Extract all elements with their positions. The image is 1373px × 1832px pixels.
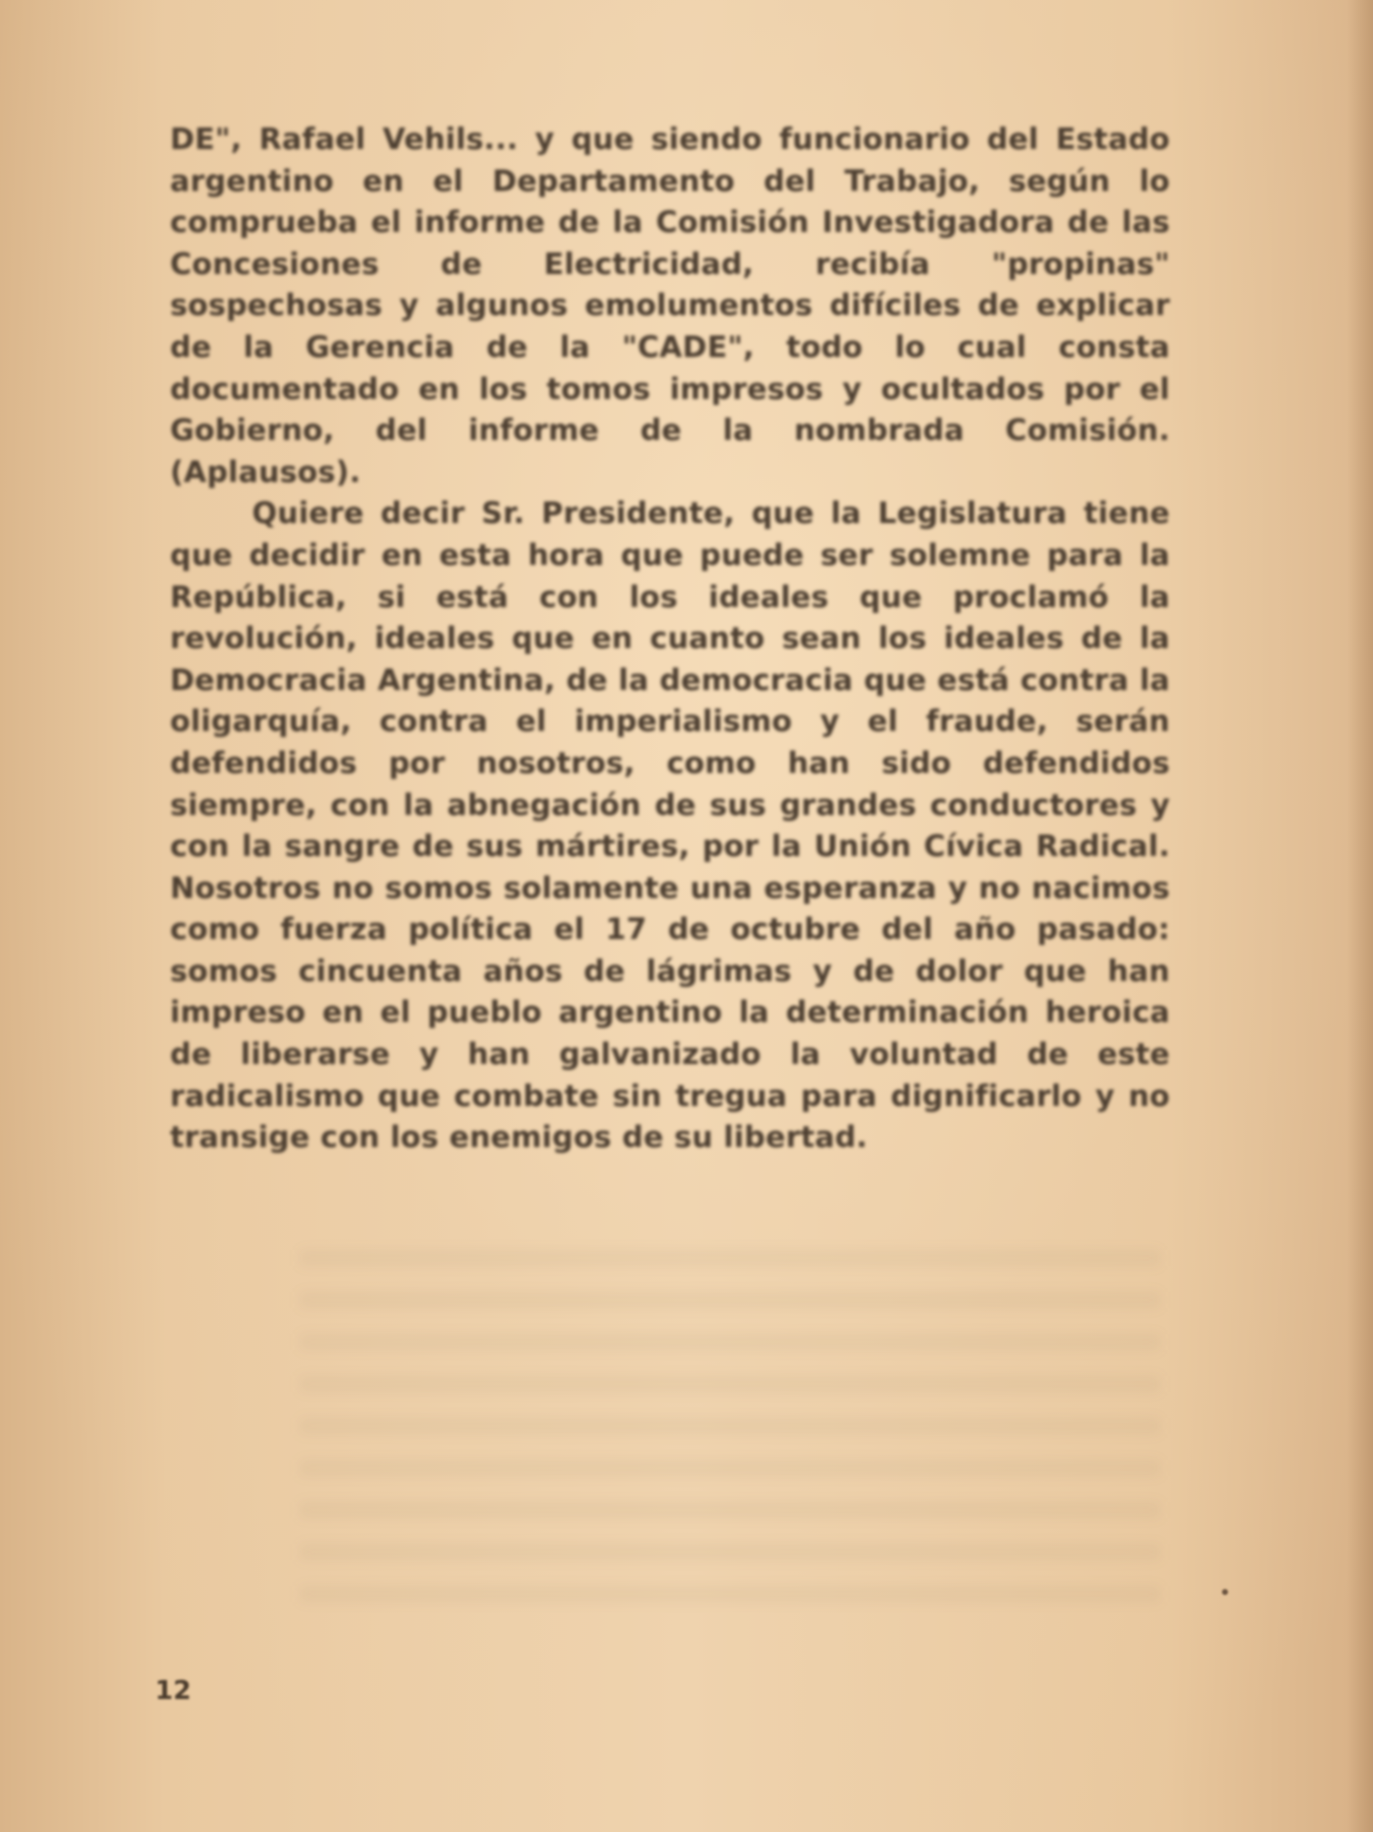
show-through-text [300, 1250, 1160, 1610]
paper-speck [1222, 1589, 1228, 1595]
body-text [170, 119, 1170, 1159]
page-number: 12 [155, 1676, 192, 1706]
paragraph-1: DE", Rafael Vehils... y que siendo funcionario del Estado argentino en el Departamento del Trabajo, según lo comprueba el informe de la Comisión Investigadora de las Concesiones de Electricidad, recibía "propinas" sospechosas y algunos emolumentos difíciles de explicar de la Gerencia de la "CADE", todo lo cual consta documentado en los tomos impresos y ocultados por el Gobierno, del informe de la nombrada Comisión. (Aplausos). [170, 122, 1170, 489]
paragraph-2: Quiere decir Sr. Presidente, que la Legislatura tiene que decidir en esta hora que puede ser solemne para la República, si está con los ideales que proclamó la revolución, ideales que en cuanto sean los ideales de la Democracia Argentina, de la democracia que está contra la oligarquía, contra el imperialismo y el fraude, serán defendidos por nosotros, como han sido defendidos siempre, con la abnegación de sus grandes conductores y con la sangre de sus mártires, por la Unión Cívica Radical. Nosotros no somos solamente una esperanza y no nacimos como fuerza política el 17 de octubre del año pasado: somos cincuenta años de lágrimas y de dolor que han impreso en el pueblo argentino la determinación heroica de liberarse y han galvanizado la voluntad de este radicalismo que combate sin tregua para dignificarlo y no transige con los enemigos de su libertad. [170, 496, 1170, 1155]
